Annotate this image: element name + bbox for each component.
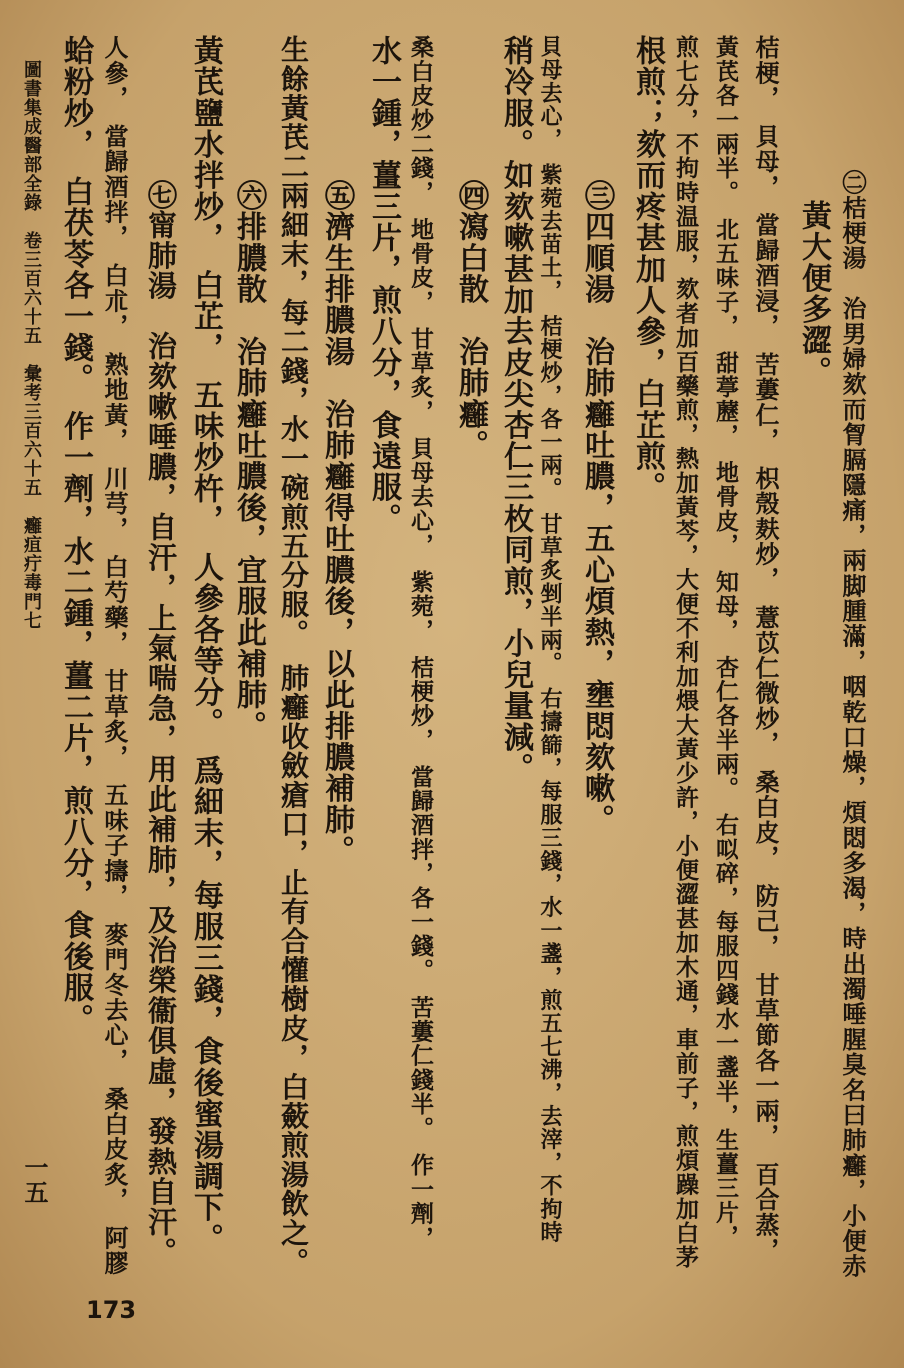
text-column: 黃芪鹽水拌炒， 白芷， 五味炒杵， 人參各等分。 爲細末，每服三錢，食後蜜湯調下。: [188, 35, 223, 1255]
running-head: 圖書集成醫部全錄 卷三百六十五 彙考三百六十五 癰疽疔毒門七: [21, 60, 42, 630]
text-column: 桑白皮炒二錢， 地骨皮， 甘草炙， 貝母去心， 紫菀， 桔梗炒， 當歸酒拌，各一錢。 苦蔞仁錢半。 作一劑，: [407, 35, 434, 1250]
text-column: 人參， 當歸酒拌， 白朮， 熟地黃， 川芎， 白芍藥， 甘草炙， 五味子擣， 麥門冬去心， 桑白皮炙， 阿膠: [100, 35, 129, 1276]
page-number: 173: [86, 1296, 137, 1324]
text-column: 貝母去心， 紫菀去苗土， 桔梗炒，各一兩。 甘草炙剉半兩。 右擣篩，每服三錢，水一盞，煎五七沸，去滓，不拘時: [537, 35, 563, 1244]
text-column: 稍冷服。如欬嗽甚加去皮尖杏仁三枚同煎，小兒量減。: [498, 35, 533, 784]
text-column: 黃芪各一兩半。 北五味子， 甜葶藶， 地骨皮， 知母， 杏仁各半兩。 右㕽碎，每服四錢水一盞半，生薑三片，: [712, 35, 739, 1249]
text-column: ㊃瀉白散 治肺癰。: [453, 180, 488, 461]
text-column: ㊂四順湯 治肺癰吐膿，五心煩熱，壅悶欬嗽。: [579, 180, 614, 836]
text-column: ㊁桔梗湯 治男婦欬而胷膈隱痛，兩脚腫滿，咽乾口燥，煩悶多渴，時出濁唾腥臭名曰肺癰，小便赤: [838, 170, 867, 1279]
text-column: 黃大便多澀。: [796, 200, 831, 388]
text-column: 根煎；欬而疼甚加人參，白芷煎。: [630, 35, 665, 503]
text-column: 生餘黃芪二兩細末，每二錢，水一碗煎五分服。 肺癰收斂瘡口，止有合懽樹皮，白蘞煎湯飲之。: [277, 35, 310, 1277]
text-column: 水一鍾，薑三片，煎八分，食遠服。: [366, 35, 401, 535]
folio: 一五: [20, 1155, 49, 1205]
text-column: ㊄濟生排膿湯 治肺癰得吐膿後，以此排膿補肺。: [319, 180, 354, 867]
text-column: 煎七分，不拘時温服，欬者加百藥煎，熱加黃芩，大便不利加煨大黃少許，小便澀甚加木通，車前子，煎煩躁加白茅: [672, 35, 699, 1270]
text-column: 蛤粉炒， 白茯苓各一錢。 作一劑，水二鍾，薑二片，煎八分，食後服。: [58, 35, 93, 1035]
text-column: 桔梗， 貝母， 當歸酒浸， 苦蔞仁， 枳殼麸炒， 薏苡仁微炒， 桑白皮， 防己， 甘草節各一兩， 百合蒸，: [751, 35, 780, 1263]
text-column: ㊆甯肺湯 治欬嗽唾膿，自汗，上氣喘急，用此補肺，及治榮衞俱虛，發熱自汗。: [144, 180, 178, 1268]
text-column: ㊅排膿散 治肺癰吐膿後，宜服此補肺。: [231, 180, 266, 742]
